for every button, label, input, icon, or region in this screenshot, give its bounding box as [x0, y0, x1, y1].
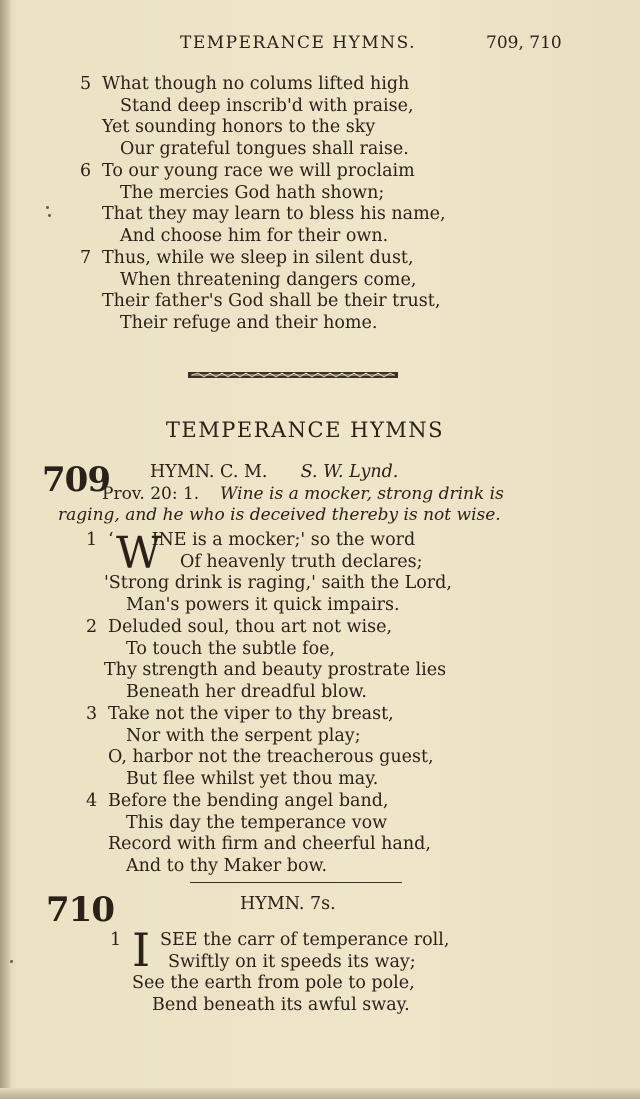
- verse-line: But flee whilst yet thou may.: [126, 768, 379, 789]
- drop-cap: W: [116, 528, 162, 579]
- verse-line: O, harbor not the treacherous guest,: [108, 747, 434, 768]
- hymn-meter: HYMN. C. M.: [150, 462, 268, 482]
- verse-line: And to thy Maker bow.: [126, 855, 328, 876]
- verse-line: Their refuge and their home.: [120, 312, 378, 333]
- hymn-heading: HYMN. 7s.: [240, 894, 336, 914]
- verse-line: Nor with the serpent play;: [126, 725, 361, 746]
- verse-line: Record with firm and cheerful hand,: [108, 834, 431, 855]
- running-head-title: TEMPERANCE HYMNS.: [180, 33, 417, 53]
- verse-line: Stand deep inscrib'd with praise,: [120, 95, 414, 116]
- hymn-709-stanza-2: [86, 617, 446, 703]
- verse-line: Their father's God shall be their trust,: [102, 291, 441, 312]
- drop-cap: I: [132, 923, 151, 977]
- verse-line: Take not the viper to thy breast,: [108, 704, 394, 724]
- scripture-line-2: [58, 505, 501, 526]
- verse-line: Deluded soul, thou art not wise,: [108, 617, 393, 637]
- section-rule: [190, 882, 402, 883]
- hymn-number-709: 709: [42, 460, 110, 500]
- verse-line: Beneath her dreadful blow.: [126, 681, 367, 702]
- scripture-text: raging, and he who is deceived thereby is not wise.: [58, 505, 501, 525]
- verse-line: Our grateful tongues shall raise.: [120, 138, 409, 159]
- verse-line: Of heavenly truth declares;: [180, 551, 423, 572]
- verse-line: Bend beneath its awful sway.: [152, 994, 410, 1015]
- verse-line: Before the bending angel band,: [108, 791, 389, 811]
- hymn-number-710: 710: [46, 890, 114, 930]
- open-quote: ‘: [108, 530, 114, 550]
- stanza-number: 7: [80, 248, 92, 268]
- stanza-number: 1: [86, 530, 98, 550]
- stanza-number: 5: [80, 74, 92, 94]
- verse-line: When threatening dangers come,: [120, 269, 417, 290]
- stanza-number: 6: [80, 161, 92, 181]
- scripture-text: Wine is a mocker, strong drink is: [220, 484, 504, 504]
- verse-line: The mercies God hath shown;: [120, 182, 385, 203]
- verse-line: Man's powers it quick impairs.: [126, 594, 400, 615]
- verse-line: SEE the carr of temperance roll,: [160, 930, 450, 950]
- paper-speck: [46, 206, 49, 209]
- stanza-6: [80, 161, 446, 247]
- stanza-number: 3: [86, 704, 98, 724]
- verse-line: See the earth from pole to pole,: [132, 973, 415, 994]
- page-gutter: [0, 0, 10, 1099]
- section-title: TEMPERANCE HYMNS: [165, 418, 445, 442]
- hymn-709-stanza-4: [86, 791, 431, 877]
- hymn-heading: [150, 462, 398, 482]
- stanza-number: 1: [110, 930, 122, 950]
- verse-line: That they may learn to bless his name,: [102, 204, 446, 225]
- paper-speck: [10, 960, 13, 963]
- verse-line: INE is a mocker;' so the word: [151, 530, 416, 550]
- verse-line: Thus, while we sleep in silent dust,: [102, 248, 414, 268]
- verse-line: To our young race we will proclaim: [102, 161, 415, 181]
- verse-line: What though no colums lifted high: [102, 74, 410, 94]
- stanza-number: 2: [86, 617, 98, 637]
- stanza-7: [80, 248, 440, 334]
- verse-line: And choose him for their own.: [120, 225, 389, 246]
- verse-line: Yet sounding honors to the sky: [102, 117, 376, 138]
- stanza-number: 4: [86, 791, 98, 811]
- verse-line: Swiftly on it speeds its way;: [168, 951, 416, 972]
- scripture-reference: Prov. 20: 1.: [102, 484, 200, 504]
- verse-line: To touch the subtle foe,: [126, 638, 336, 659]
- ornamental-divider: [188, 371, 398, 379]
- verse-line: This day the temperance vow: [126, 812, 388, 833]
- scripture-line-1: [102, 484, 504, 505]
- running-head: [0, 33, 640, 57]
- stanza-5: [80, 74, 414, 160]
- page-bottom-edge: [0, 1088, 640, 1099]
- verse-line: 'Strong drink is raging,' saith the Lord,: [104, 573, 452, 594]
- verse-line: Thy strength and beauty prostrate lies: [104, 660, 447, 681]
- paper-speck: [48, 214, 51, 217]
- running-head-numbers: 709, 710: [486, 33, 562, 53]
- hymn-710-stanza-1: [110, 923, 450, 1016]
- hymn-709-stanza-3: [86, 704, 434, 790]
- hymn-author: S. W. Lynd.: [300, 462, 399, 482]
